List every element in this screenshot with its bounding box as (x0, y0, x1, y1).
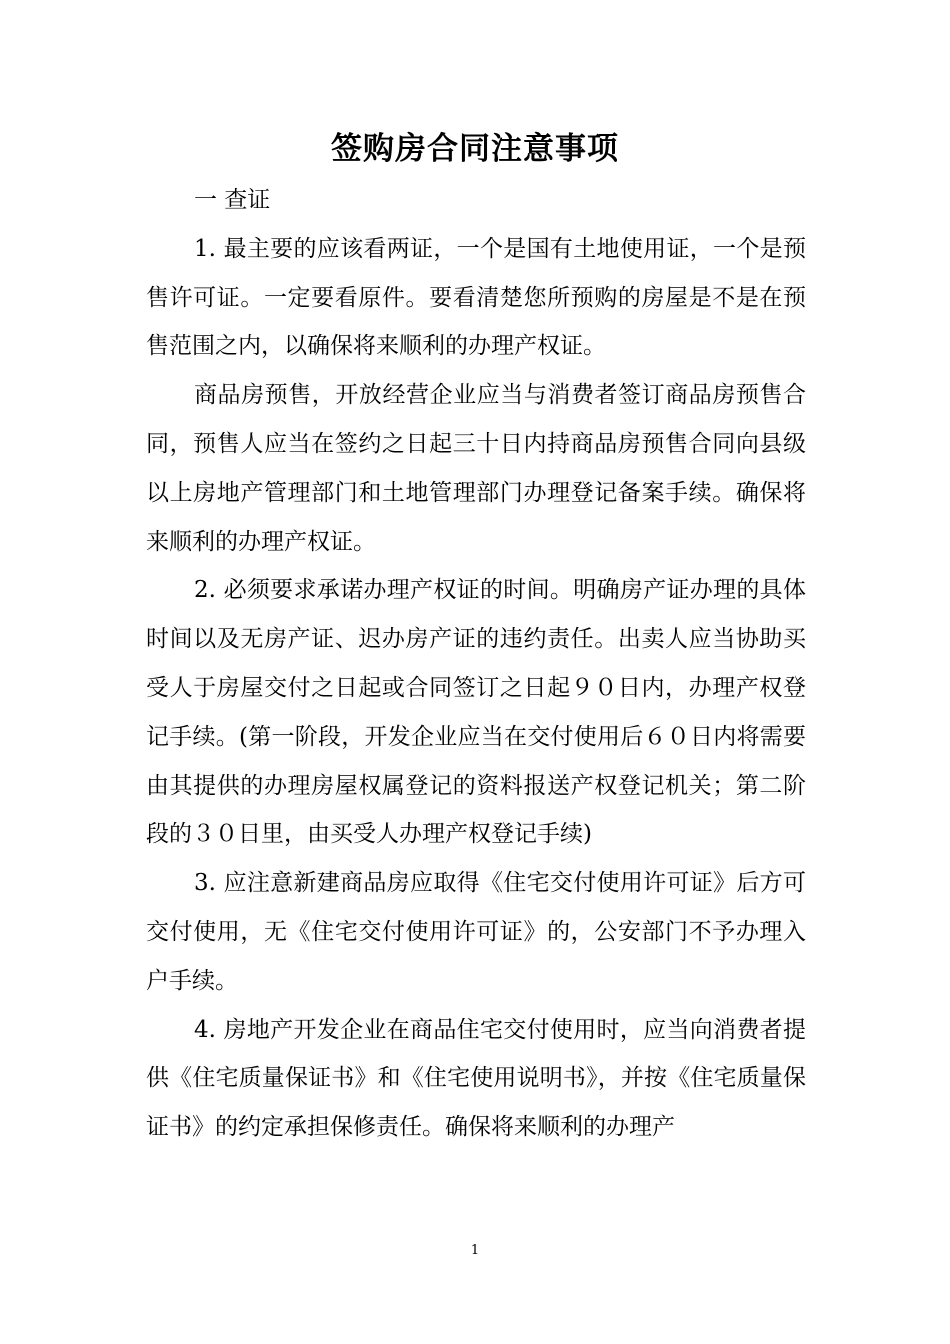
paragraph: 2. 必须要求承诺办理产权证的时间。明确房产证办理的具体时间以及无房产证、迟办房产证的违约责任。出卖人应当协助买受人于房屋交付之日起或合同签订之日起９０日内，办理产权登记手续。(第一阶段，开发企业应当在交付使用后６０日内将需要由其提供的办理房屋权属登记的资料报送产权登记机关；第二阶段的３０日里，由买受人办理产权登记手续) (146, 577, 806, 848)
document-body (146, 176, 806, 1152)
paragraph: 商品房预售，开放经营企业应当与消费者签订商品房预售合同，预售人应当在签约之日起三十日内持商品房预售合同向县级以上房地产管理部门和土地管理部门办理登记备案手续。确保将来顺利的办理产权证。 (146, 382, 806, 555)
page-number: 1 (470, 1243, 480, 1258)
section-heading: 一 查证 (194, 187, 271, 213)
page-title: 签购房合同注意事项 (331, 131, 619, 167)
paragraph: 3. 应注意新建商品房应取得《住宅交付使用许可证》后方可交付使用，无《住宅交付使用许可证》的，公安部门不予办理入户手续。 (146, 870, 806, 994)
paragraph: 1. 最主要的应该看两证，一个是国有土地使用证，一个是预售许可证。一定要看原件。要看清楚您所预购的房屋是不是在预售范围之内，以确保将来顺利的办理产权证。 (146, 235, 806, 360)
paragraph: 4. 房地产开发企业在商品住宅交付使用时，应当向消费者提供《住宅质量保证书》和《住宅使用说明书》，并按《住宅质量保证书》的约定承担保修责任。确保将来顺利的办理产 (146, 1016, 806, 1141)
